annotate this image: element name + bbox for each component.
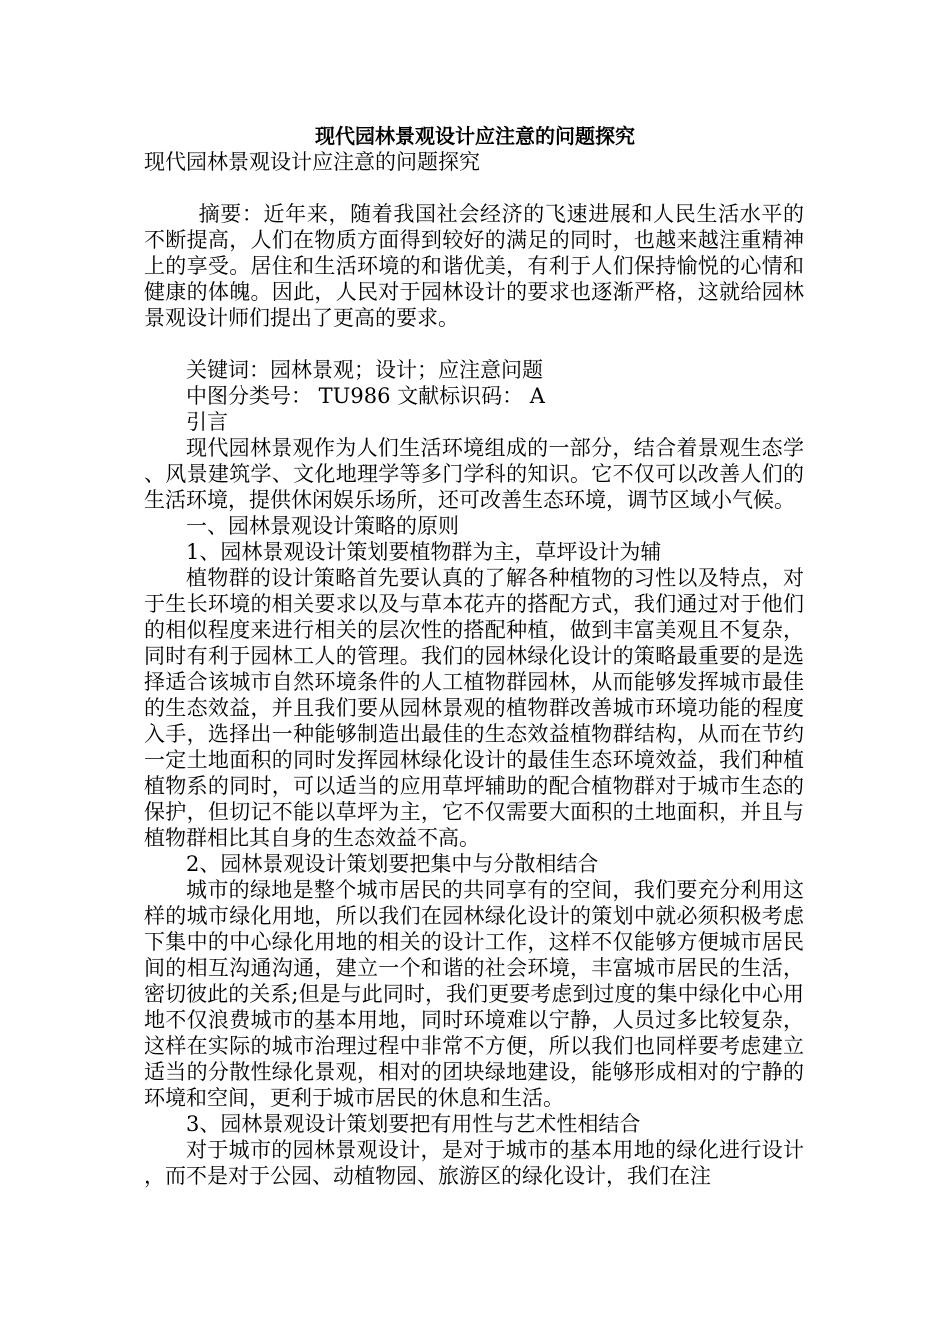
intro-heading: 引言 [186,410,228,434]
section-heading: 一、园林景观设计策略的原则 [186,514,459,538]
classification-line: 中图分类号： TU986 文献标识码： A [186,384,545,408]
document-title: 现代园林景观设计应注意的问题探究 [315,124,635,148]
blank-line [144,175,804,201]
blank-line [144,331,804,357]
subsection-paragraph-3: 对于城市的园林景观设计，是对于城市的基本用地的绿化进行设计，而不是对于公园、动植物园、旅游区的绿化设计，我们在注 [144,1138,804,1188]
subsection-paragraph-2: 城市的绿地是整个城市居民的共同享有的空间，我们要充分利用这样的城市绿化用地，所以我们在园林绿化设计的策划中就必须积极考虑下集中的中心绿化用地的相关的设计工作，这样不仅能够方便城市居民间的相互沟通沟通，建立一个和谐的社会环境，丰富城市居民的生活，密切彼此的关系;但是与此同时，我们更要考虑到过度的集中绿化中心用地不仅浪费城市的基本用地，同时环境难以宁静，人员过多比较复杂，这样在实际的城市治理过程中非常不方便，所以我们也同样要考虑建立适当的分散性绿化景观，相对的团块绿地建设，能够形成相对的宁静的环境和空间，更利于城市居民的休息和生活。 [144,878,804,1110]
subsection-heading-1: 1、园林景观设计策划要植物群为主，草坪设计为辅 [186,540,662,564]
intro-paragraph: 现代园林景观作为人们生活环境组成的一部分，结合着景观生态学、风景建筑学、文化地理学等多门学科的知识。它不仅可以改善人们的生活环境，提供休闲娱乐场所，还可改善生态环境，调节区域小气候。 [144,436,804,512]
abstract-paragraph: 摘要：近年来，随着我国社会经济的飞速进展和人民生活水平的不断提高，人们在物质方面得到较好的满足的同时，也越来越注重精神上的享受。居住和生活环境的和谐优美，有利于人们保持愉悦的心情和健康的体魄。因此，人民对于园林设计的要求也逐渐严格，这就给园林景观设计师们提出了更高的要求。 [144,202,804,330]
document-subtitle: 现代园林景观设计应注意的问题探究 [144,150,480,174]
subsection-paragraph-1: 植物群的设计策略首先要认真的了解各种植物的习性以及特点，对于生长环境的相关要求以及与草本花卉的搭配方式，我们通过对于他们的相似程度来进行相关的层次性的搭配种植，做到丰富美观且不复杂，同时有利于园林工人的管理。我们的园林绿化设计的策略最重要的是选择适合该城市自然环境条件的人工植物群园林，从而能够发挥城市最佳的生态效益，并且我们要从园林景观的植物群改善城市环境功能的程度入手，选择出一种能够制造出最佳的生态效益植物群结构，从而在节约一定土地面积的同时发挥园林绿化设计的最佳生态环境效益，我们种植植物系的同时，可以适当的应用草坪辅助的配合植物群对于城市生态的保护，但切记不能以草坪为主，它不仅需要大面积的土地面积，并且与植物群相比其自身的生态效益不高。 [144,566,804,850]
keywords-line: 关键词：园林景观；设计；应注意问题 [186,358,543,382]
subsection-heading-3: 3、园林景观设计策划要把有用性与艺术性相结合 [186,1112,641,1136]
document-body [144,149,804,1189]
subsection-heading-2: 2、园林景观设计策划要把集中与分散相结合 [186,852,599,876]
